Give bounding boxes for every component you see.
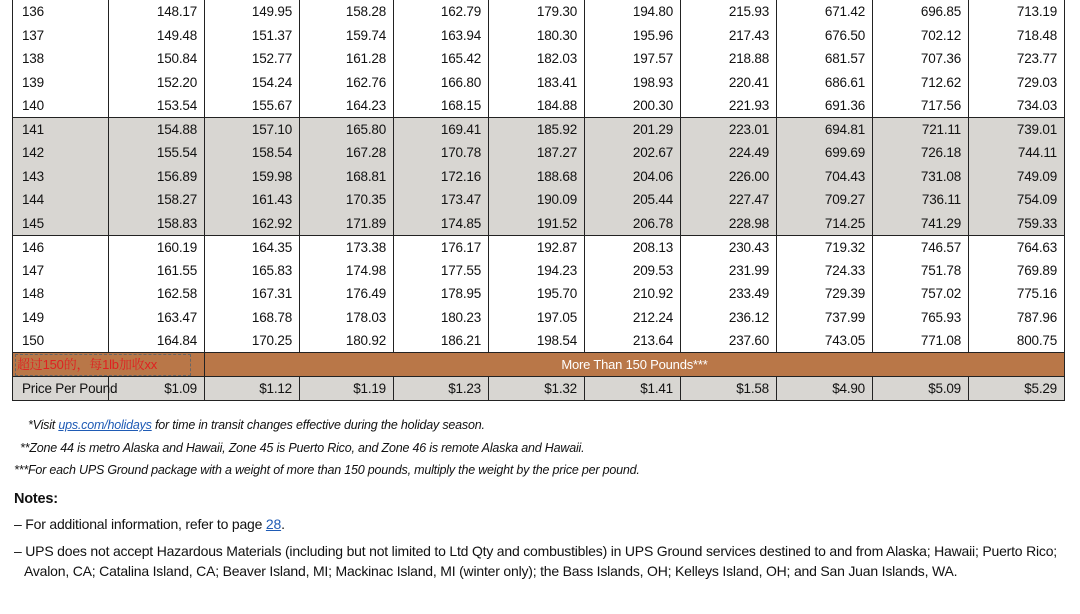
rate-cell: 172.16 — [394, 165, 489, 189]
weight-cell: 150 — [13, 329, 109, 353]
footnote-holidays-prefix: *Visit — [28, 418, 59, 432]
rate-cell: 195.70 — [489, 282, 585, 306]
rate-cell: 764.63 — [969, 235, 1065, 259]
price-per-pound-cell: $1.58 — [681, 377, 777, 401]
rate-cell: 153.54 — [109, 94, 205, 118]
rate-row-141 — [13, 118, 1065, 142]
rate-cell: 744.11 — [969, 141, 1065, 165]
rate-cell: 190.09 — [489, 188, 585, 212]
rate-rows — [13, 0, 1065, 353]
rate-cell: 226.00 — [681, 165, 777, 189]
rate-cell: 707.36 — [873, 47, 969, 71]
rate-cell: 166.80 — [394, 71, 489, 95]
rate-cell: 164.23 — [300, 94, 394, 118]
rate-cell: 188.68 — [489, 165, 585, 189]
rate-cell: 757.02 — [873, 282, 969, 306]
price-per-pound-cell: $1.19 — [300, 377, 394, 401]
rate-cell: 159.98 — [205, 165, 300, 189]
rate-cell: 158.28 — [300, 0, 394, 24]
ground-rate-table — [12, 0, 1065, 401]
rate-cell: 227.47 — [681, 188, 777, 212]
rate-cell: 169.41 — [394, 118, 489, 142]
rate-cell: 671.42 — [777, 0, 873, 24]
rate-cell: 180.30 — [489, 24, 585, 48]
rate-cell: 200.30 — [585, 94, 681, 118]
price-per-pound-cell: $5.09 — [873, 377, 969, 401]
rate-cell: 155.54 — [109, 141, 205, 165]
rate-cell: 201.29 — [585, 118, 681, 142]
rate-cell: 178.95 — [394, 282, 489, 306]
rate-cell: 754.09 — [969, 188, 1065, 212]
rate-cell: 800.75 — [969, 329, 1065, 353]
rate-cell: 719.32 — [777, 235, 873, 259]
rate-cell: 212.24 — [585, 306, 681, 330]
weight-cell: 146 — [13, 235, 109, 259]
rate-row-136 — [13, 0, 1065, 24]
rate-cell: 150.84 — [109, 47, 205, 71]
rate-cell: 185.92 — [489, 118, 585, 142]
over-150-banner-row — [13, 353, 1065, 377]
rate-cell: 731.08 — [873, 165, 969, 189]
rate-cell: 221.93 — [681, 94, 777, 118]
rate-cell: 152.77 — [205, 47, 300, 71]
rate-cell: 149.48 — [109, 24, 205, 48]
rate-cell: 176.17 — [394, 235, 489, 259]
rate-cell: 223.01 — [681, 118, 777, 142]
rate-cell: 208.13 — [585, 235, 681, 259]
rate-cell: 704.43 — [777, 165, 873, 189]
cn-annotation: 超过150的，每1lb加收xx — [17, 357, 158, 372]
rate-cell: 681.57 — [777, 47, 873, 71]
rate-cell: 206.78 — [585, 212, 681, 236]
rate-cell: 173.47 — [394, 188, 489, 212]
rate-cell: 187.27 — [489, 141, 585, 165]
footnote-zones: **Zone 44 is metro Alaska and Hawaii, Zone 45 is Puerto Rico, and Zone 46 is remote Alaska and Hawaii. — [20, 441, 585, 455]
rate-cell: 696.85 — [873, 0, 969, 24]
rate-cell: 170.35 — [300, 188, 394, 212]
rate-cell: 204.06 — [585, 165, 681, 189]
footnote-holidays-suffix: for time in transit changes effective during the holiday season. — [151, 418, 485, 432]
rate-cell: 165.80 — [300, 118, 394, 142]
rate-cell: 217.43 — [681, 24, 777, 48]
rate-cell: 158.27 — [109, 188, 205, 212]
rate-cell: 162.58 — [109, 282, 205, 306]
rate-cell: 161.28 — [300, 47, 394, 71]
rate-cell: 148.17 — [109, 0, 205, 24]
rate-cell: 179.30 — [489, 0, 585, 24]
rate-cell: 162.76 — [300, 71, 394, 95]
rate-cell: 224.49 — [681, 141, 777, 165]
rate-cell: 771.08 — [873, 329, 969, 353]
rate-cell: 694.81 — [777, 118, 873, 142]
weight-cell: 145 — [13, 212, 109, 236]
rate-cell: 746.57 — [873, 235, 969, 259]
rate-cell: 210.92 — [585, 282, 681, 306]
rate-cell: 168.78 — [205, 306, 300, 330]
rate-cell: 155.67 — [205, 94, 300, 118]
rate-cell: 192.87 — [489, 235, 585, 259]
rate-cell: 721.11 — [873, 118, 969, 142]
rate-row-145 — [13, 212, 1065, 236]
rate-cell: 765.93 — [873, 306, 969, 330]
rate-cell: 197.05 — [489, 306, 585, 330]
rate-cell: 213.64 — [585, 329, 681, 353]
weight-cell: 147 — [13, 259, 109, 283]
rate-cell: 729.03 — [969, 71, 1065, 95]
rate-cell: 723.77 — [969, 47, 1065, 71]
rate-cell: 157.10 — [205, 118, 300, 142]
rate-cell: 198.54 — [489, 329, 585, 353]
rate-cell: 194.80 — [585, 0, 681, 24]
note1-suffix: . — [281, 516, 285, 532]
rate-cell: 168.81 — [300, 165, 394, 189]
rate-cell: 699.69 — [777, 141, 873, 165]
rate-cell: 176.49 — [300, 282, 394, 306]
rate-cell: 167.28 — [300, 141, 394, 165]
rate-cell: 759.33 — [969, 212, 1065, 236]
weight-cell: 139 — [13, 71, 109, 95]
rate-cell: 233.49 — [681, 282, 777, 306]
rate-cell: 161.43 — [205, 188, 300, 212]
rate-cell: 718.48 — [969, 24, 1065, 48]
rate-cell: 151.37 — [205, 24, 300, 48]
weight-cell: 136 — [13, 0, 109, 24]
rate-cell: 186.21 — [394, 329, 489, 353]
rate-cell: 184.88 — [489, 94, 585, 118]
price-per-pound-cell: $4.90 — [777, 377, 873, 401]
rate-cell: 174.98 — [300, 259, 394, 283]
rate-row-150 — [13, 329, 1065, 353]
rate-cell: 205.44 — [585, 188, 681, 212]
rate-cell: 737.99 — [777, 306, 873, 330]
rate-cell: 195.96 — [585, 24, 681, 48]
rate-cell: 729.39 — [777, 282, 873, 306]
note-hazmat-line2: Avalon, CA; Catalina Island, CA; Beaver Island, MI; Mackinac Island, MI (winter only); the Bass Islands, OH; Kelleys Island, OH; and San Juan Islands, WA. — [24, 563, 958, 579]
rate-cell: 161.55 — [109, 259, 205, 283]
rate-cell: 228.98 — [681, 212, 777, 236]
rate-cell: 178.03 — [300, 306, 394, 330]
rate-cell: 163.47 — [109, 306, 205, 330]
rate-cell: 712.62 — [873, 71, 969, 95]
rate-cell: 713.19 — [969, 0, 1065, 24]
weight-cell: 142 — [13, 141, 109, 165]
rate-cell: 171.89 — [300, 212, 394, 236]
rate-cell: 164.35 — [205, 235, 300, 259]
rate-cell: 194.23 — [489, 259, 585, 283]
rate-cell: 215.93 — [681, 0, 777, 24]
rate-row-137 — [13, 24, 1065, 48]
rate-cell: 180.92 — [300, 329, 394, 353]
rate-cell: 724.33 — [777, 259, 873, 283]
rate-cell: 158.83 — [109, 212, 205, 236]
price-per-pound-cell: $1.23 — [394, 377, 489, 401]
rate-cell: 173.38 — [300, 235, 394, 259]
rate-cell: 218.88 — [681, 47, 777, 71]
rate-cell: 163.94 — [394, 24, 489, 48]
over-150-banner-label: More Than 150 Pounds*** — [205, 353, 1065, 377]
rate-row-143 — [13, 165, 1065, 189]
footnote-holidays — [28, 418, 1078, 432]
rate-cell: 164.84 — [109, 329, 205, 353]
weight-cell: 137 — [13, 24, 109, 48]
rate-cell: 726.18 — [873, 141, 969, 165]
price-per-pound-cell: $1.32 — [489, 377, 585, 401]
rate-cell: 162.92 — [205, 212, 300, 236]
rate-cell: 177.55 — [394, 259, 489, 283]
rate-cell: 170.25 — [205, 329, 300, 353]
rate-row-142 — [13, 141, 1065, 165]
rate-row-149 — [13, 306, 1065, 330]
note-additional-info — [14, 514, 1064, 534]
note1-prefix: – For additional information, refer to page — [14, 516, 266, 532]
price-per-pound-label: Price Per Pound — [13, 377, 109, 401]
rate-cell: 197.57 — [585, 47, 681, 71]
rate-cell: 717.56 — [873, 94, 969, 118]
rate-cell: 209.53 — [585, 259, 681, 283]
weight-cell: 138 — [13, 47, 109, 71]
rate-row-138 — [13, 47, 1065, 71]
rate-cell: 769.89 — [969, 259, 1065, 283]
rate-cell: 741.29 — [873, 212, 969, 236]
rate-cell: 168.15 — [394, 94, 489, 118]
rate-cell: 158.54 — [205, 141, 300, 165]
rate-row-144 — [13, 188, 1065, 212]
price-per-pound-row — [13, 377, 1065, 401]
rate-cell: 165.83 — [205, 259, 300, 283]
notes-heading: Notes: — [14, 491, 58, 507]
rate-cell: 734.03 — [969, 94, 1065, 118]
rate-cell: 751.78 — [873, 259, 969, 283]
rate-cell: 182.03 — [489, 47, 585, 71]
rate-cell: 202.67 — [585, 141, 681, 165]
weight-cell: 144 — [13, 188, 109, 212]
rate-cell: 676.50 — [777, 24, 873, 48]
rate-cell: 165.42 — [394, 47, 489, 71]
rate-row-139 — [13, 71, 1065, 95]
price-per-pound-cell: $1.41 — [585, 377, 681, 401]
weight-cell: 143 — [13, 165, 109, 189]
rate-cell: 743.05 — [777, 329, 873, 353]
rate-cell: 749.09 — [969, 165, 1065, 189]
note-hazmat-line1: – UPS does not accept Hazardous Materials (including but not limited to Ltd Qty and combustibles) in UPS Ground services destined to and from Alaska; Hawaii; Puerto Rico; — [14, 543, 1057, 559]
rate-cell: 149.95 — [205, 0, 300, 24]
footnote-ground: ***For each UPS Ground package with a weight of more than 150 pounds, multiply the weight by the price per pound. — [14, 463, 640, 477]
rate-row-148 — [13, 282, 1065, 306]
rate-cell: 167.31 — [205, 282, 300, 306]
price-per-pound-cell: $5.29 — [969, 377, 1065, 401]
rate-cell: 159.74 — [300, 24, 394, 48]
annotation-dashed-box — [15, 354, 191, 376]
rate-cell: 162.79 — [394, 0, 489, 24]
price-per-pound-cell: $1.09 — [109, 377, 205, 401]
rate-cell: 702.12 — [873, 24, 969, 48]
cn-annotation-cell — [13, 353, 205, 377]
rate-cell: 736.11 — [873, 188, 969, 212]
rate-cell: 231.99 — [681, 259, 777, 283]
rate-cell: 183.41 — [489, 71, 585, 95]
rate-cell: 775.16 — [969, 282, 1065, 306]
rate-cell: 152.20 — [109, 71, 205, 95]
rate-cell: 198.93 — [585, 71, 681, 95]
rate-cell: 236.12 — [681, 306, 777, 330]
rate-cell: 156.89 — [109, 165, 205, 189]
rate-cell: 714.25 — [777, 212, 873, 236]
rate-cell: 691.36 — [777, 94, 873, 118]
rate-cell: 739.01 — [969, 118, 1065, 142]
page-28-link[interactable]: 28 — [265, 516, 282, 532]
rate-cell: 709.27 — [777, 188, 873, 212]
rate-cell: 237.60 — [681, 329, 777, 353]
weight-cell: 149 — [13, 306, 109, 330]
rate-cell: 180.23 — [394, 306, 489, 330]
weight-cell: 141 — [13, 118, 109, 142]
rate-cell: 174.85 — [394, 212, 489, 236]
price-per-pound-cell: $1.12 — [205, 377, 300, 401]
rate-row-147 — [13, 259, 1065, 283]
rate-row-140 — [13, 94, 1065, 118]
rate-cell: 787.96 — [969, 306, 1065, 330]
rate-cell: 154.24 — [205, 71, 300, 95]
holidays-link[interactable]: ups.com/holidays — [58, 418, 152, 432]
rate-cell: 160.19 — [109, 235, 205, 259]
rate-cell: 230.43 — [681, 235, 777, 259]
rate-cell: 220.41 — [681, 71, 777, 95]
rate-cell: 170.78 — [394, 141, 489, 165]
rate-cell: 191.52 — [489, 212, 585, 236]
weight-cell: 140 — [13, 94, 109, 118]
rate-cell: 686.61 — [777, 71, 873, 95]
rate-cell: 154.88 — [109, 118, 205, 142]
rate-row-146 — [13, 235, 1065, 259]
weight-cell: 148 — [13, 282, 109, 306]
